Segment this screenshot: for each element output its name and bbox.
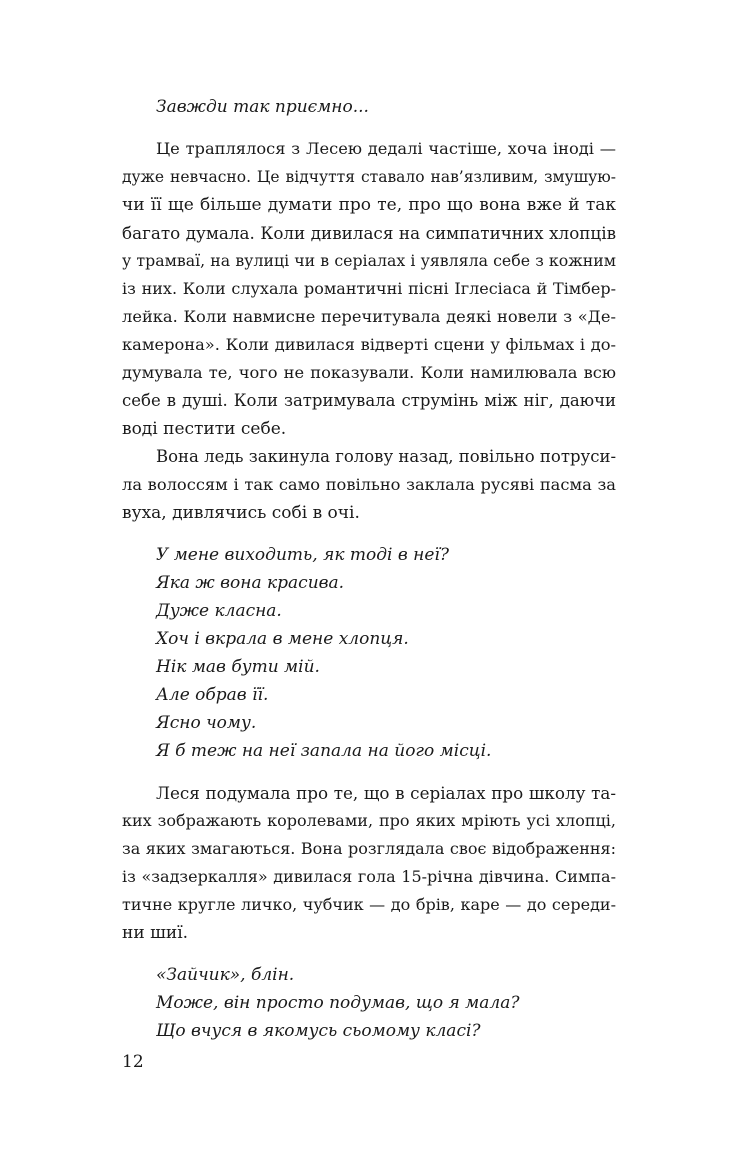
italic-line: Що вчуся в якомусь сьомому класі? [156, 1021, 481, 1041]
paragraph-line: ни шиї. [122, 923, 189, 943]
paragraph-line: чи її ще більше думати про те, про що вона вже й так [122, 195, 616, 215]
italic-line: «Зайчик», блін. [156, 965, 295, 985]
paragraph-line: думувала те, чого не показували. Коли намилювала всю [122, 363, 616, 382]
italic-line: Може, він просто подумав, що я мала? [156, 993, 520, 1013]
paragraph-line: дуже невчасно. Це відчуття ставало нав’язливим, змушую- [122, 168, 616, 186]
paragraph-line: Вона ледь закинула голову назад, повільно потруси- [156, 447, 617, 466]
italic-line: Ясно чому. [156, 713, 257, 733]
italic-line: Нік мав бути мій. [156, 657, 320, 677]
page-number: 12 [122, 1052, 144, 1072]
paragraph-line: ких зображають королевами, про яких мріють усі хлопці, [122, 811, 616, 830]
italic-line: Яка ж вона красива. [156, 573, 345, 593]
paragraph-line: Леся подумала про те, що в серіалах про школу та- [156, 783, 616, 803]
paragraph-line: себе в душі. Коли затримувала струмінь між ніг, даючи [122, 391, 616, 410]
italic-line: У мене виходить, як тоді в неї? [156, 545, 449, 565]
paragraph-line: із «задзеркалля» дивилася гола 15-річна дівчина. Симпа- [122, 867, 616, 886]
italic-line: Завжди так приємно... [156, 97, 369, 117]
paragraph-line: воді пестити себе. [122, 419, 287, 439]
paragraph-line: за яких змагаються. Вона розглядала своє відображення: [122, 839, 616, 858]
italic-line: Дуже класна. [156, 601, 282, 621]
italic-line: Але обрав її. [156, 685, 269, 705]
paragraph-line: Це траплялося з Лесею дедалі частіше, хоча іноді — [156, 139, 616, 158]
paragraph-line: лейка. Коли навмисне перечитувала деякі новели з «Де- [122, 307, 616, 326]
italic-line: Хоч і вкрала в мене хлопця. [156, 629, 409, 649]
paragraph-line: ла волоссям і так само повільно заклала русяві пасма за [122, 475, 616, 494]
paragraph-line: багато думала. Коли дивилася на симпатичних хлопців [122, 223, 616, 243]
paragraph-line: камерона». Коли дивилася відверті сцени у фільмах і до- [122, 335, 616, 354]
paragraph-line: із них. Коли слухала романтичні пісні Іглесіаса й Тімбер- [122, 279, 616, 298]
paragraph-line: тичне кругле личко, чубчик — до брів, каре — до середи- [122, 895, 616, 914]
paragraph-line: вуха, дивлячись собі в очі. [122, 503, 360, 523]
italic-line: Я б теж на неї запала на його місці. [156, 741, 492, 761]
paragraph-line: у трамваї, на вулиці чи в серіалах і уявляла себе з кожним [122, 251, 616, 270]
